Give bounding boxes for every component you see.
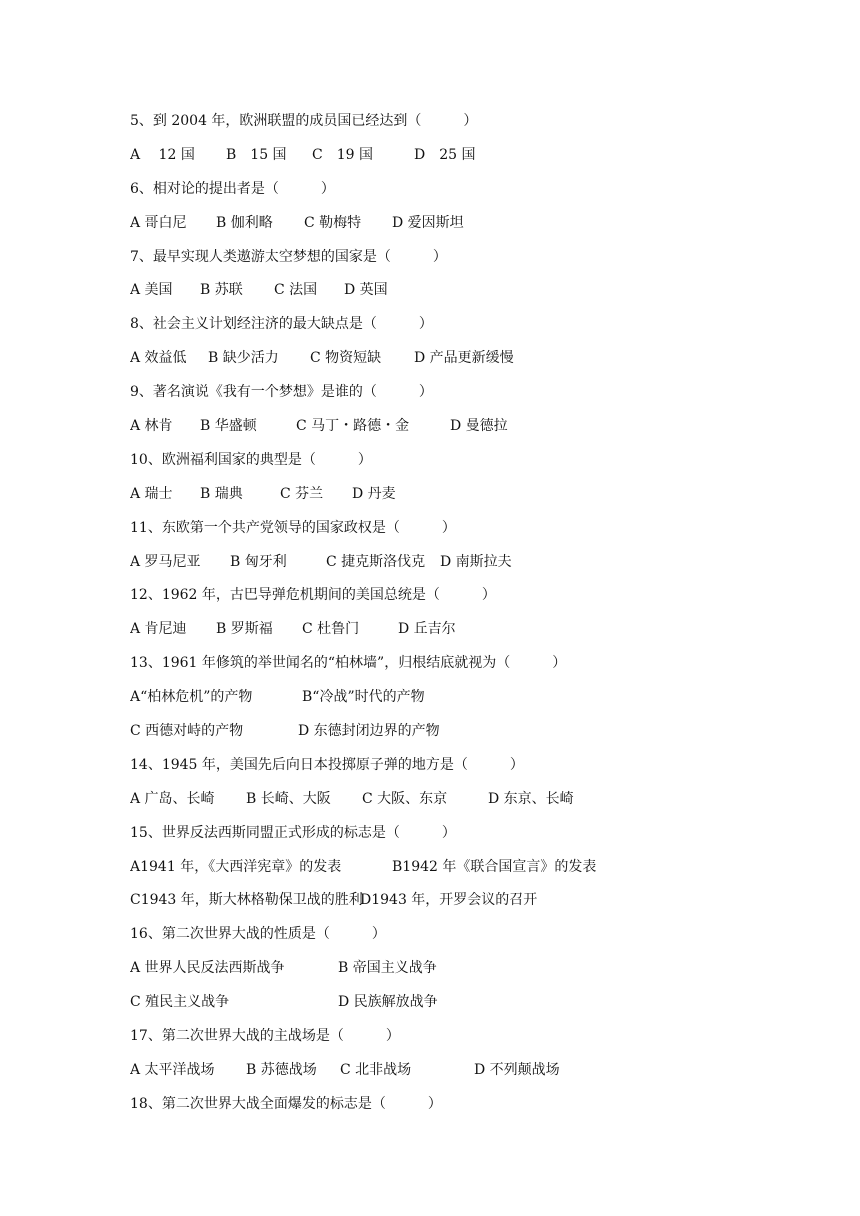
answer-option: B 长崎、大阪 xyxy=(246,790,331,807)
question-stem: 9、著名演说《我有一个梦想》是谁的（ ） xyxy=(130,384,433,401)
question-stem: 10、欧洲福利国家的典型是（ ） xyxy=(130,451,372,468)
answer-option: A“柏林危机”的产物 xyxy=(130,689,253,706)
answer-option: C 捷克斯洛伐克 xyxy=(326,553,426,570)
answer-option: B 瑞典 xyxy=(200,485,243,502)
answer-option: C1943 年，斯大林格勒保卫战的胜利 xyxy=(130,892,363,909)
answer-option: D 爱因斯坦 xyxy=(392,214,464,231)
answer-option: D 25 国 xyxy=(414,146,476,163)
option-row xyxy=(130,1059,750,1093)
option-row xyxy=(130,856,750,890)
option-row xyxy=(130,720,750,754)
answer-option: C 物资短缺 xyxy=(310,350,382,367)
answer-option: C 法国 xyxy=(274,282,318,299)
answer-option: C 19 国 xyxy=(312,146,373,163)
option-row xyxy=(130,618,750,652)
answer-option: C 大阪、东京 xyxy=(362,790,448,807)
answer-option: D 丘吉尔 xyxy=(398,621,456,638)
answer-option: C 殖民主义战争 xyxy=(130,994,230,1011)
answer-option: D 南斯拉夫 xyxy=(440,553,512,570)
answer-option: A 广岛、长崎 xyxy=(130,790,215,807)
option-row xyxy=(130,415,750,449)
answer-option: B 苏德战场 xyxy=(246,1061,317,1078)
question-stem: 6、相对论的提出者是（ ） xyxy=(130,180,335,197)
answer-option: A 罗马尼亚 xyxy=(130,553,201,570)
question-stem: 17、第二次世界大战的主战场是（ ） xyxy=(130,1028,400,1045)
answer-option: B1942 年《联合国宣言》的发表 xyxy=(392,858,597,875)
option-row xyxy=(130,957,750,991)
answer-option: D 产品更新缓慢 xyxy=(414,350,514,367)
answer-option: A 世界人民反法西斯战争 xyxy=(130,960,285,977)
answer-option: B 缺少活力 xyxy=(208,350,279,367)
answer-option: C 北非战场 xyxy=(340,1061,412,1078)
answer-option: D 不列颠战场 xyxy=(474,1061,560,1078)
answer-option: D 东德封闭边界的产物 xyxy=(298,723,440,740)
answer-option: A 瑞士 xyxy=(130,485,173,502)
answer-option: A 效益低 xyxy=(130,350,187,367)
option-row xyxy=(130,889,750,923)
option-row xyxy=(130,686,750,720)
answer-option: D 英国 xyxy=(344,282,388,299)
option-row xyxy=(130,483,750,517)
option-row xyxy=(130,279,750,313)
answer-option: A1941 年，《大西洋宪章》的发表 xyxy=(130,858,342,875)
question-stem: 16、第二次世界大战的性质是（ ） xyxy=(130,926,386,943)
question-list xyxy=(130,110,750,1127)
answer-option: D1943 年，开罗会议的召开 xyxy=(360,892,538,909)
question-stem: 15、世界反法西斯同盟正式形成的标志是（ ） xyxy=(130,824,456,841)
option-row xyxy=(130,347,750,381)
question-stem: 7、最早实现人类遨游太空梦想的国家是（ ） xyxy=(130,248,447,265)
option-row xyxy=(130,144,750,178)
answer-option: B 苏联 xyxy=(200,282,243,299)
answer-option: A 肯尼迪 xyxy=(130,621,187,638)
answer-option: B 帝国主义战争 xyxy=(338,960,437,977)
answer-option: C 西德对峙的产物 xyxy=(130,723,244,740)
answer-option: B 伽利略 xyxy=(216,214,273,231)
answer-option: C 勒梅特 xyxy=(304,214,362,231)
answer-option: A 林肯 xyxy=(130,418,173,435)
option-row xyxy=(130,212,750,246)
option-row xyxy=(130,991,750,1025)
option-row xyxy=(130,788,750,822)
answer-option: B“冷战”时代的产物 xyxy=(302,689,425,706)
answer-option: B 罗斯福 xyxy=(216,621,273,638)
answer-option: B 匈牙利 xyxy=(230,553,287,570)
question-stem: 8、社会主义计划经注济的最大缺点是（ ） xyxy=(130,316,433,333)
answer-option: C 马丁・路德・金 xyxy=(296,418,410,435)
answer-option: A 12 国 xyxy=(130,146,195,163)
answer-option: D 东京、长崎 xyxy=(488,790,574,807)
question-stem: 14、1945 年，美国先后向日本投掷原子弹的地方是（ ） xyxy=(130,756,524,773)
answer-option: B 15 国 xyxy=(226,146,287,163)
answer-option: A 哥白尼 xyxy=(130,214,187,231)
answer-option: A 美国 xyxy=(130,282,173,299)
question-stem: 13、1961 年修筑的举世闻名的“柏林墙”，归根结底就视为（ ） xyxy=(130,655,567,672)
question-stem: 11、东欧第一个共产党领导的国家政权是（ ） xyxy=(130,519,456,536)
question-stem: 18、第二次世界大战全面爆发的标志是（ ） xyxy=(130,1095,442,1112)
answer-option: B 华盛顿 xyxy=(200,418,257,435)
question-stem: 5、到 2004 年，欧洲联盟的成员国已经达到（ ） xyxy=(130,113,478,129)
answer-option: C 杜鲁门 xyxy=(302,621,360,638)
answer-option: D 民族解放战争 xyxy=(338,994,438,1011)
answer-option: D 曼德拉 xyxy=(450,418,508,435)
question-stem: 12、1962 年，古巴导弹危机期间的美国总统是（ ） xyxy=(130,587,496,604)
option-row xyxy=(130,551,750,585)
answer-option: D 丹麦 xyxy=(352,485,396,502)
answer-option: A 太平洋战场 xyxy=(130,1061,215,1078)
answer-option: C 芬兰 xyxy=(280,485,324,502)
